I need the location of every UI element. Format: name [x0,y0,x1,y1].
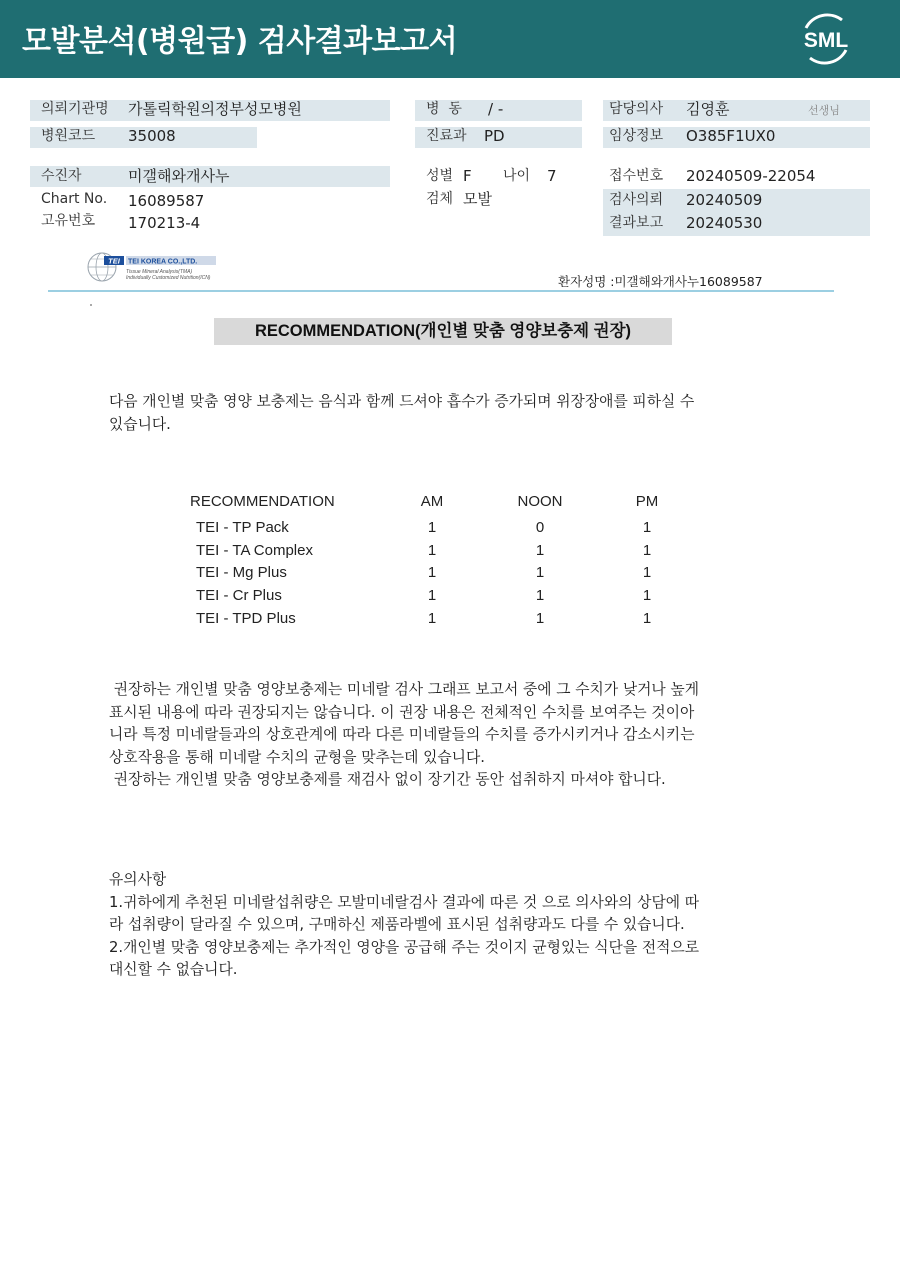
doctor-suffix: 선생님 [808,104,840,117]
table-row [190,539,700,562]
dose-am: 1 [427,564,437,582]
header-am: AM [420,492,444,510]
product-name: TEI - TPD Plus [196,609,296,627]
clinical-value: O385F1UX0 [686,127,776,145]
report-date-label: 결과보고 [609,215,664,231]
notes-line: 상호작용을 통해 미네랄 수치의 균형을 맞추는데 있습니다. [109,748,485,766]
dose-am: 1 [427,518,437,536]
dose-pm: 1 [642,564,652,582]
caution-section [109,869,779,982]
department-label: 진료과 [426,128,467,144]
header-noon: NOON [517,492,563,510]
product-name: TEI - Mg Plus [196,564,287,582]
table-row [190,561,700,584]
product-name: TEI - TA Complex [196,541,313,559]
chart-no-label: Chart No. [41,191,108,207]
product-name: TEI - TP Pack [196,518,289,536]
caution-line: 라 섭취량이 달라질 수 있으며, 구매하신 제품라벨에 표시된 섭취량과도 다를 수 있습니다. [109,916,685,933]
product-name: TEI - Cr Plus [196,586,282,604]
notes-line: 권장하는 개인별 맞춤 영양보충제는 미네랄 검사 그래프 보고서 중에 그 수치가 낮거나 높게 [109,681,700,698]
department-value: PD [484,127,505,145]
dose-am: 1 [427,541,437,559]
report-header [0,0,900,78]
intro-line: 다음 개인별 맞춤 영양 보충제는 음식과 함께 드셔야 흡수가 증가되며 위장장애를 피하실 수 [109,393,695,410]
doctor-value: 김영훈 [686,100,730,118]
tei-tagline-1: Tissue Mineral Analysis(TMA) [126,269,193,275]
section-divider [48,290,834,292]
chart-no-value: 16089587 [128,192,205,210]
institution-value: 가톨릭학원의정부성모병원 [128,100,302,118]
ward-value: / - [488,100,504,118]
dose-pm: 1 [642,518,652,536]
caution-line: 2.개인별 맞춤 영양보충제는 추가적인 영양을 공급해 주는 것이지 균형있는 식단을 전적으로 [109,938,700,956]
recommendation-title: RECOMMENDATION(개인별 맞춤 영양보충제 권장) [214,318,672,345]
table-row [190,607,700,630]
dose-pm: 1 [642,586,652,604]
sex-value: F [463,167,472,185]
recommendation-table [190,486,700,629]
dose-am: 1 [427,586,437,604]
age-value: 7 [547,167,557,185]
table-row [190,516,700,539]
dose-am: 1 [427,609,437,627]
institution-label: 의뢰기관명 [41,101,109,117]
header-pm: PM [635,492,659,510]
dose-pm: 1 [642,541,652,559]
sex-label: 성별 [426,168,454,184]
intro-line: 있습니다. [109,415,171,433]
age-label: 나이 [503,168,531,184]
hospital-code-value: 35008 [128,127,176,145]
doctor-label: 담당의사 [609,101,664,117]
specimen-label: 검체 [426,191,454,207]
tei-brand-text: TEI KOREA CO.,LTD. [128,258,198,266]
dose-noon: 0 [535,518,545,536]
receipt-no-label: 접수번호 [609,168,664,184]
request-date-value: 20240509 [686,191,763,209]
caution-title: 유의사항 [109,871,167,888]
report-date-value: 20240530 [686,214,763,232]
notes-line: 권장하는 개인별 맞춤 영양보충제를 재검사 없이 장기간 동안 섭취하지 마셔야 합니다. [109,771,666,788]
patient-name-line: 환자성명 :미갤해와개사누16089587 [558,274,763,289]
specimen-value: 모발 [463,190,492,208]
patient-label: 수진자 [41,168,82,184]
table-row [190,584,700,607]
unique-no-label: 고유번호 [41,213,96,229]
sml-logo [796,10,856,68]
patient-value: 미갤해와개사누 [128,167,230,185]
dose-noon: 1 [535,609,545,627]
intro-paragraph [109,391,779,436]
dose-noon: 1 [535,564,545,582]
ward-label: 병 동 [426,101,462,117]
svg-text:TEI: TEI [108,256,120,266]
header-recommendation: RECOMMENDATION [190,492,335,510]
decorative-dot [90,304,92,306]
notes-paragraph [109,679,779,792]
request-date-label: 검사의뢰 [609,192,664,208]
tei-korea-logo [84,250,224,284]
dose-pm: 1 [642,609,652,627]
dose-noon: 1 [535,541,545,559]
notes-line: 표시된 내용에 따라 권장되지는 않습니다. 이 권장 내용은 전체적인 수치를 보여주는 것이아 [109,703,695,721]
table-header-row [190,486,700,516]
report-title: 모발분석(병원급) 검사결과보고서 [22,24,458,59]
notes-line: 니라 특정 미네랄들과의 상호관계에 따라 다른 미네랄들의 수치를 증가시키거나 감소시키는 [109,726,695,743]
caution-line: 1.귀하에게 추천된 미네랄섭취량은 모발미네랄검사 결과에 따른 것 으로 의사와의 상담에 따 [109,893,700,911]
hospital-code-label: 병원코드 [41,128,96,144]
caution-line: 대신할 수 없습니다. [109,961,238,978]
tei-tagline-2: Individually Customized Nutrition(ICN) [126,275,211,281]
sml-logo-text: SML [803,29,849,52]
clinical-label: 임상정보 [609,128,664,144]
unique-no-value: 170213-4 [128,214,201,232]
dose-noon: 1 [535,586,545,604]
receipt-no-value: 20240509-22054 [686,167,816,185]
